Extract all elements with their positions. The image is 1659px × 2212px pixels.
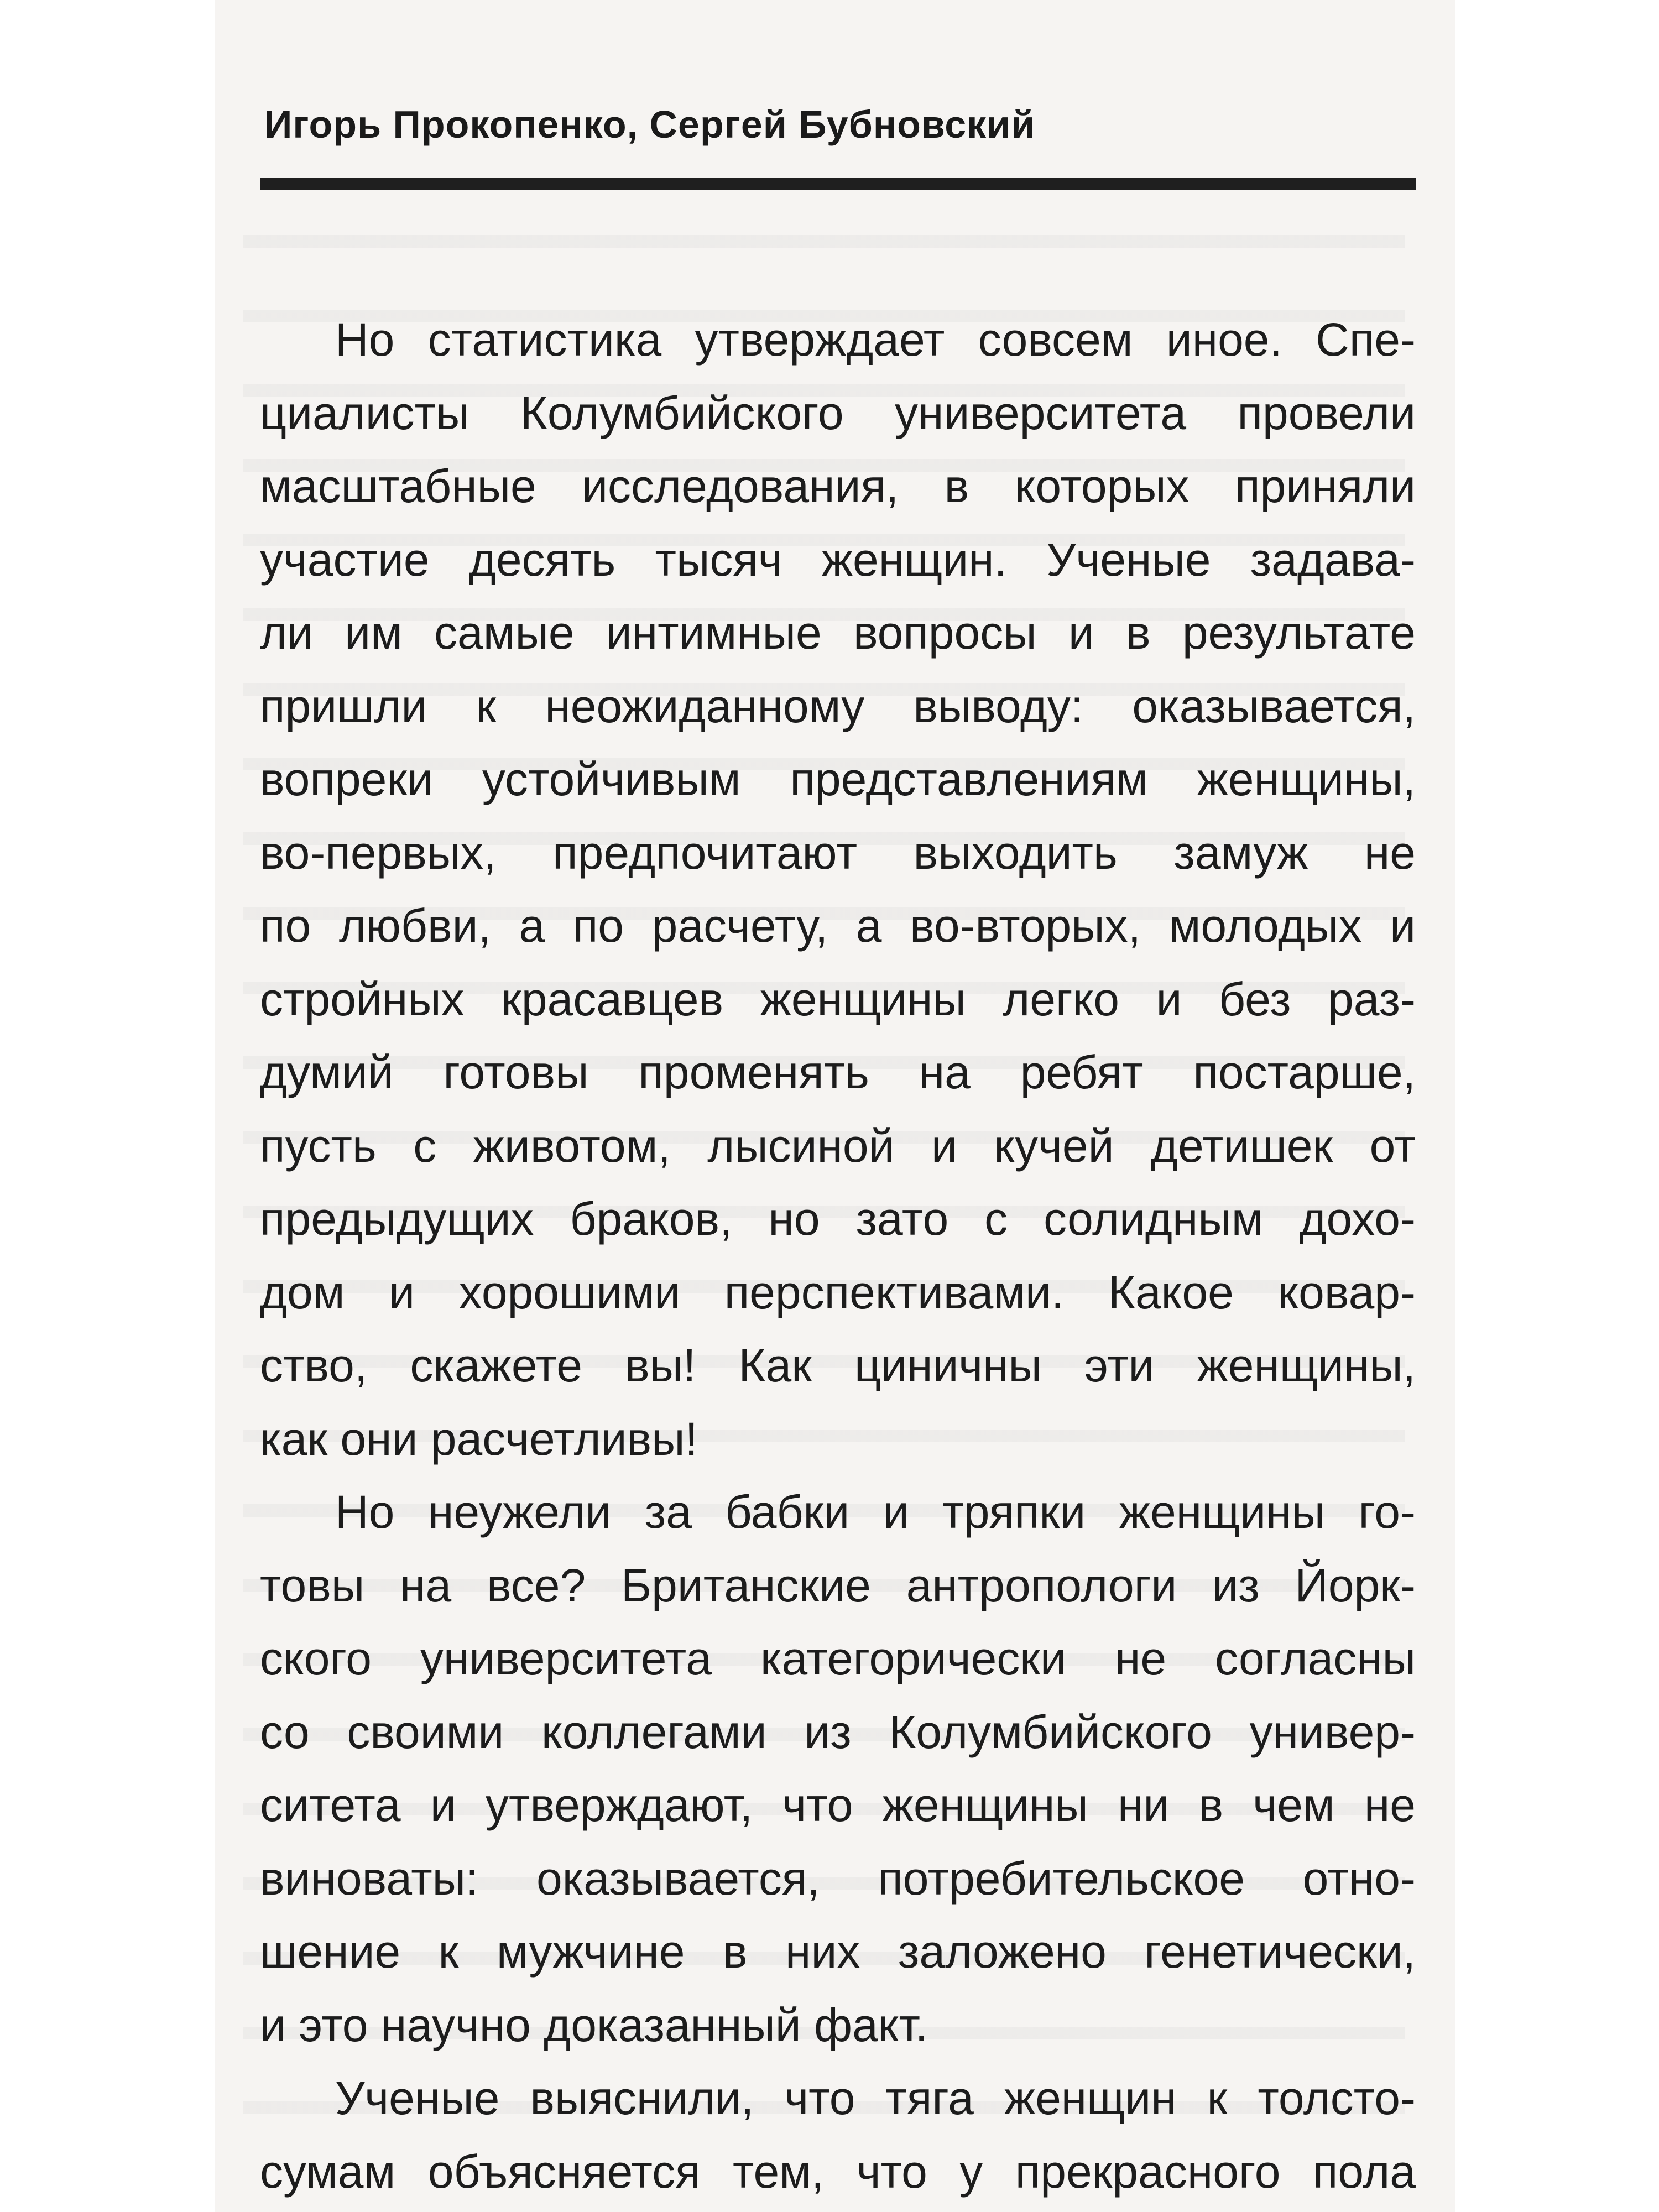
text-line: Но неужели за бабки и тряпки женщины го- (335, 1486, 1416, 1538)
text-line: по любви, а по расчету, а во-вторых, молодых и (260, 900, 1416, 952)
text-line: со своими коллегами из Колумбийского универ- (260, 1705, 1416, 1758)
text-line: как они расчетливы! (260, 1412, 698, 1465)
text-line: Но статистика утверждает совсем иное. Спе- (335, 314, 1416, 366)
text-line: ского университета категорически не согласны (260, 1632, 1416, 1684)
text-line: предыдущих браков, но зато с солидным дохо- (260, 1193, 1416, 1245)
text-line: ство, скажете вы! Как циничны эти женщины, (260, 1339, 1416, 1391)
text-line: виноваты: оказывается, потребительское отно- (260, 1852, 1416, 1905)
header-rule (260, 178, 1416, 190)
text-line: шение к мужчине в них заложено генетически, (260, 1926, 1416, 1978)
text-line: дом и хорошими перспективами. Какое ковар- (260, 1266, 1416, 1318)
text-line: масштабные исследования, в которых приняли (260, 460, 1416, 512)
text-line: ситета и утверждают, что женщины ни в чем не (260, 1779, 1416, 1831)
text-line: стройных красавцев женщины легко и без раз- (260, 973, 1416, 1025)
text-line: во-первых, предпочитают выходить замуж не (260, 826, 1416, 879)
text-line: Ученые выяснили, что тяга женщин к толсто- (335, 2072, 1416, 2124)
text-line: сумам объясняется тем, что у прекрасного пола (260, 2145, 1416, 2198)
text-line: товы на все? Британские антропологи из Йорк- (260, 1559, 1416, 1611)
text-line: циалисты Колумбийского университета провели (260, 387, 1416, 439)
text-line: участие десять тысяч женщин. Ученые задава- (260, 533, 1416, 586)
text-line: и это научно доказанный факт. (260, 1999, 928, 2051)
text-line: пришли к неожиданному выводу: оказывается, (260, 680, 1416, 732)
body-text (260, 303, 1416, 2208)
text-line: думий готовы променять на ребят постарше, (260, 1046, 1416, 1098)
text-line: ли им самые интимные вопросы и в результате (260, 607, 1416, 659)
text-line: пусть с животом, лысиной и кучей детишек от (260, 1119, 1416, 1172)
text-line: вопреки устойчивым представлениям женщины, (260, 753, 1416, 805)
running-head-authors: Игорь Прокопенко, Сергей Бубновский (264, 103, 1036, 146)
